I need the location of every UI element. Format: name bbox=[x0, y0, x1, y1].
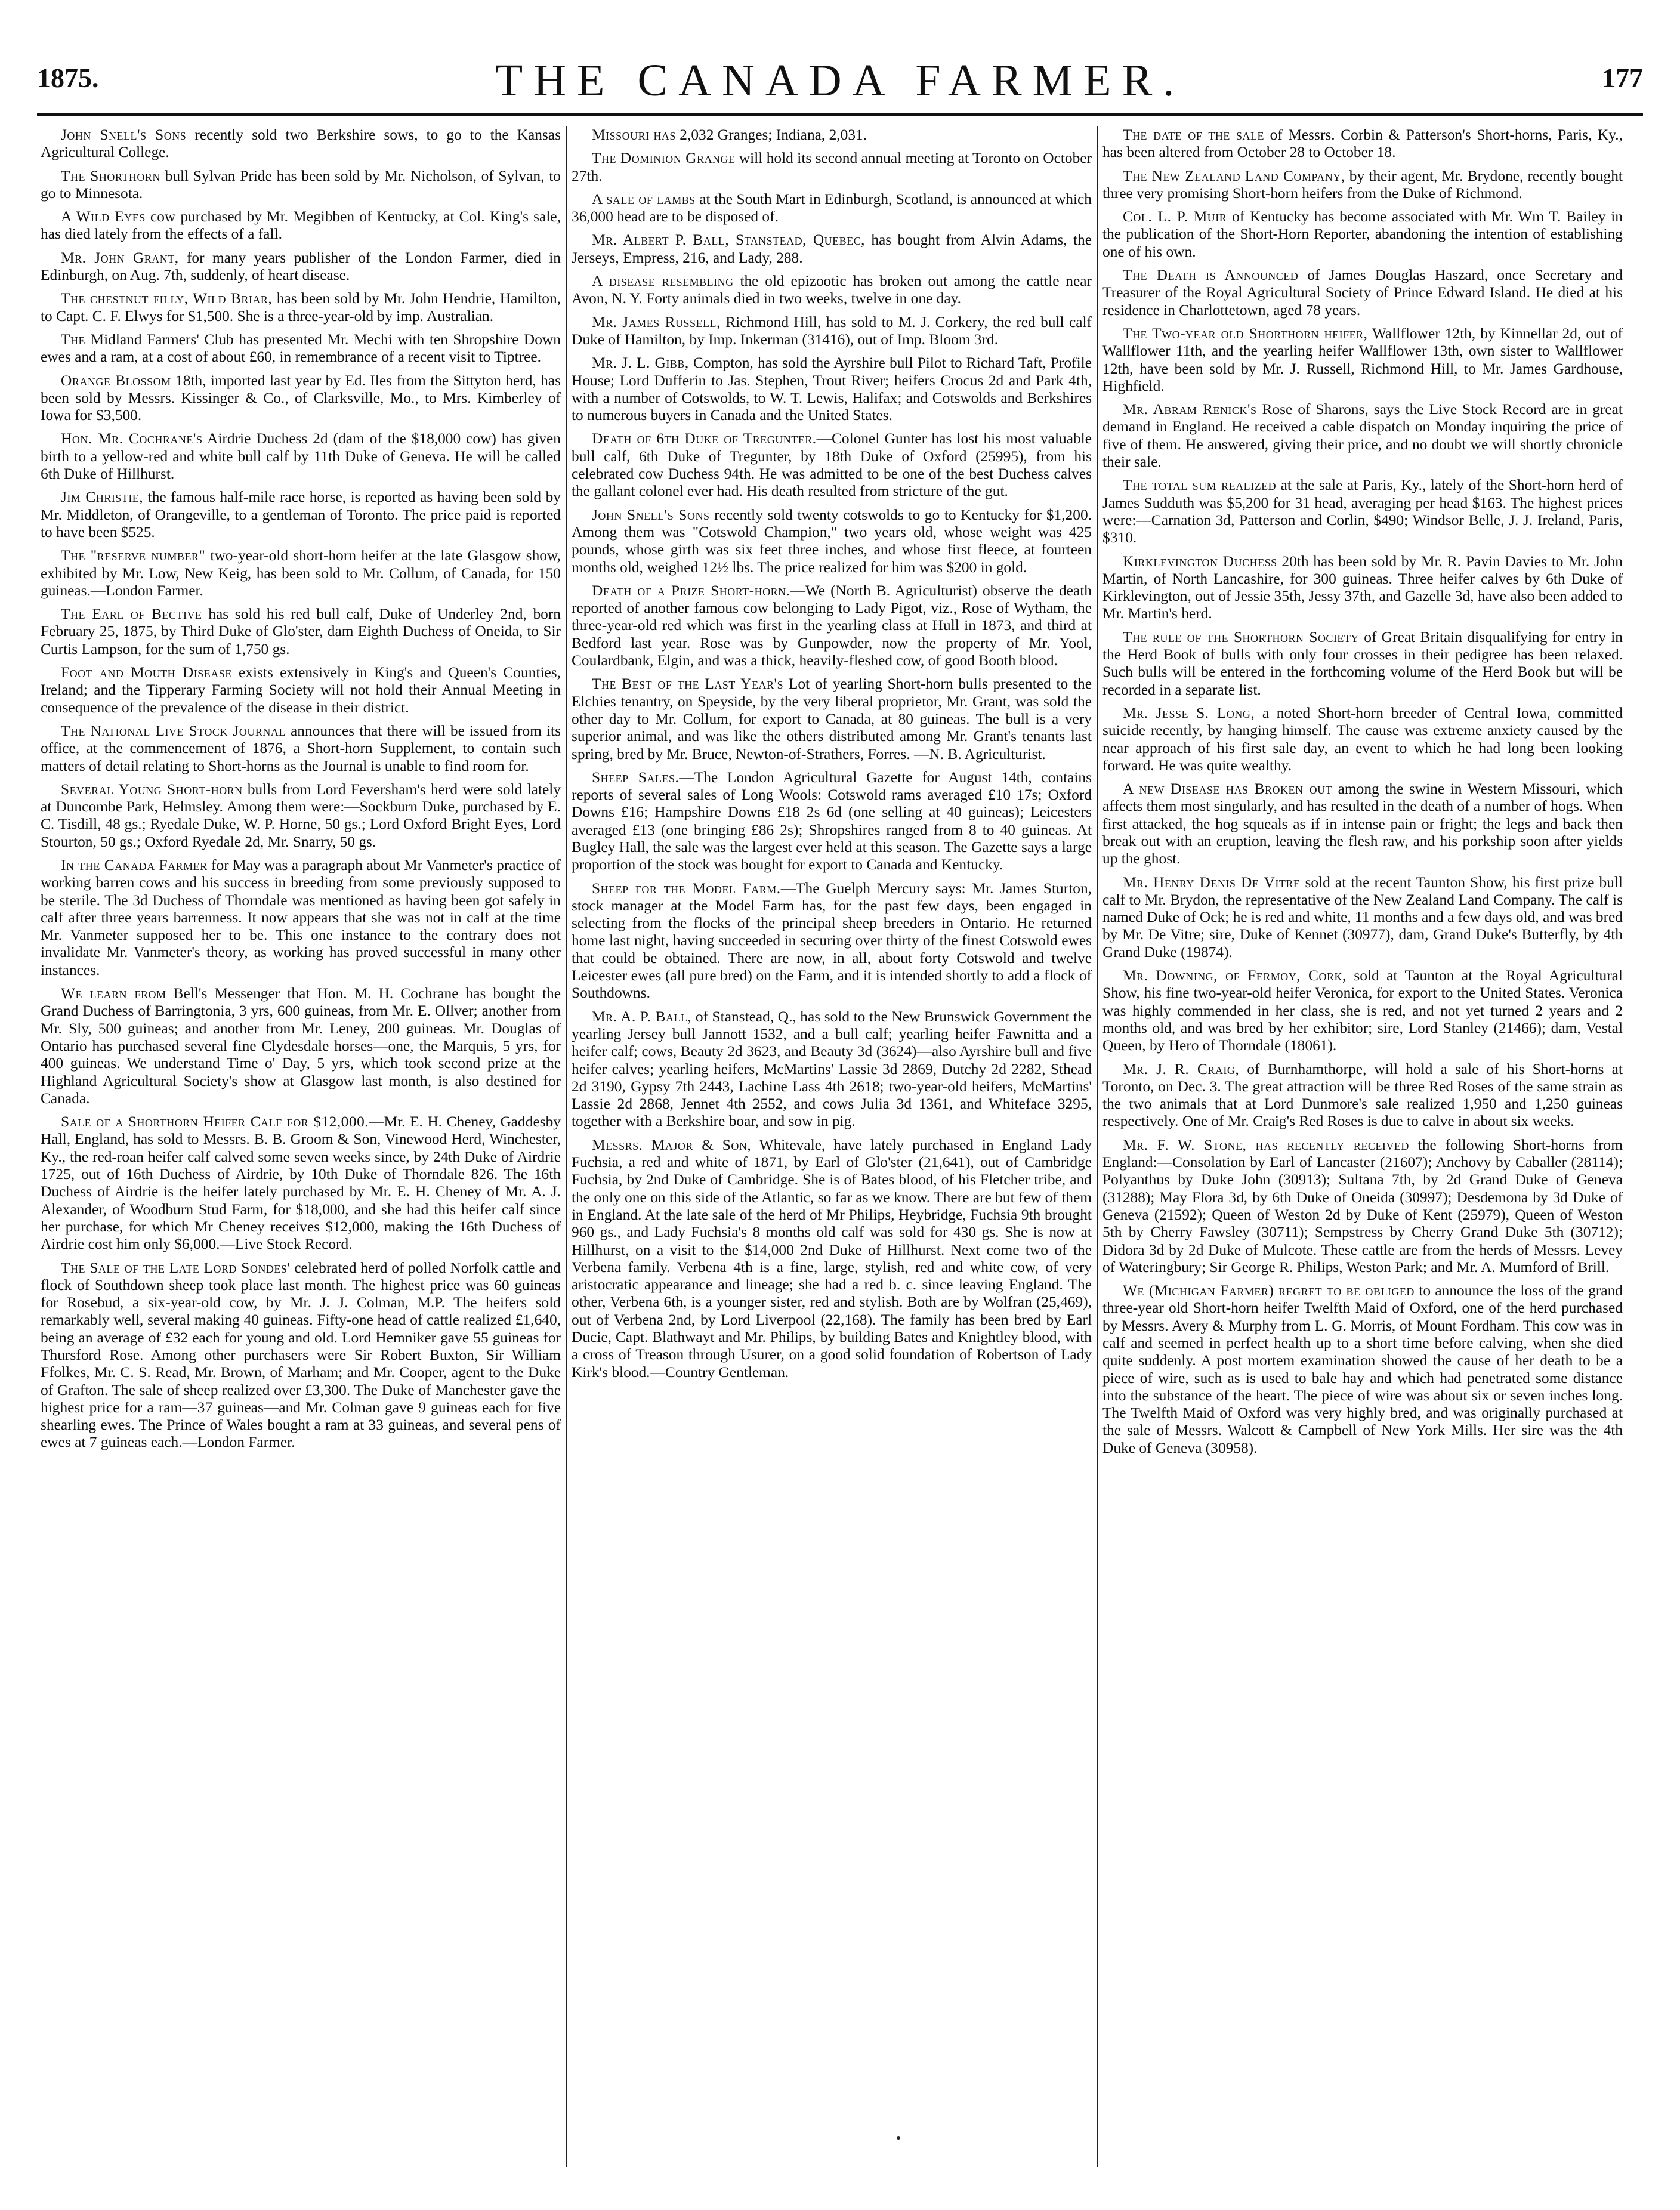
news-item-body: recently sold two Berkshire sows, to go to the Kansas Agricultural College. bbox=[41, 126, 561, 161]
news-item-body: will hold its second annual meeting at Toronto on October 27th. bbox=[572, 150, 1092, 184]
news-item-body: of Great Britain disqualifying for entry in the Herd Book of bulls with only four crosses in their pedigree has been relaxed. Such bulls will be entered in the forthcoming volume of the Herd Book but will be recorded in a separate list. bbox=[1102, 628, 1623, 698]
news-item-lead: Jim Christie, bbox=[61, 489, 144, 506]
news-item-lead: Several Young Short-horn bbox=[61, 780, 243, 798]
news-item bbox=[41, 723, 561, 775]
news-item bbox=[1102, 1282, 1623, 1457]
column-divider bbox=[1097, 126, 1098, 2167]
news-item-lead: Missouri has bbox=[592, 126, 676, 143]
news-item-body: of James Douglas Haszard, once Secretary and Treasurer of the Royal Agricultural Society of Prince Edward Island. He died at his residence in Charlottetown, aged 78 years. bbox=[1102, 267, 1623, 319]
news-item bbox=[41, 1260, 561, 1452]
news-item bbox=[1102, 126, 1623, 162]
news-item-body: 18th, imported last year by Ed. Iles from the Sittyton herd, has been sold by Messrs. Kissinger & Co., of Clarksville, Mo., to Mrs. Kimberley of Iowa for $3,500. bbox=[41, 372, 561, 424]
news-item-lead: The total sum realized bbox=[1123, 477, 1277, 494]
news-item-body: to announce the loss of the grand three-year old Short-horn heifer Twelfth Maid of Oxford, one of the herd purchased by Messrs. Avery & Murphy from L. G. Morris, of Mount Fordham. This cow was in calf and seemed in perfect health up to a short time before calving, when she died quite suddenly. A post mortem examination showed the cause of her death to be a piece of wire, such as is used to bale hay and which had penetrated some distance into the substance of the heart. The piece of wire was about six or seven inches long. The Twelfth Maid of Oxford was very highly bred, and was originally purchased at the sale of Messrs. Walcott & Campbell of New York Mills. Her sire was the 4th Duke of Geneva (30958). bbox=[1102, 1282, 1623, 1456]
news-item-body: announces that there will be issued from its office, at the commencement of 1876, a Short-horn Supplement, to contain such matters of detail relating to Short-horns as the Journal is unable to find room for. bbox=[41, 722, 561, 774]
news-item bbox=[1102, 477, 1623, 547]
news-item bbox=[41, 126, 561, 162]
news-item-body: sold at Taunton at the Royal Agricultural Show, his fine two-year-old heifer Veronica, for export to the United States. Veronica was highly commended in her class, she is red, and not yet turned 2 years and 2 months old, and was bred by her exhibitor; sire, Lord Stanley (21466); dam, Vestal Queen, by Hero of Thorndale (18061). bbox=[1102, 967, 1623, 1054]
news-item-lead: Orange Blossom bbox=[61, 372, 171, 389]
news-item-body: sold at the recent Taunton Show, his first prize bull calf to Mr. Brydon, the representative of the New Zealand Land Company. The calf is named Duke of Ock; he is red and white, 11 months and a few days old, and was bred by Mr. De Vitre; sire, Duke of Kennet (30977), dam, Grand Duke's Butterfly, by 4th Grand Duke (19874). bbox=[1102, 873, 1623, 961]
article-columns bbox=[37, 126, 1643, 2167]
news-item-lead: The New Zealand Land Company, bbox=[1123, 167, 1345, 184]
news-item-body: for many years publisher of the London Farmer, died in Edinburgh, on Aug. 7th, suddenly, of heart disease. bbox=[41, 249, 561, 284]
news-item-body: for May was a paragraph about Mr Vanmeter's practice of working barren cows and his success in breeding from some previously supposed to be sterile. The 3d Duchess of Thorndale was mentioned as having been got safely in calf after three years barrenness. It now appears that she was not in calf at the time Mr. Vanmeter supposed her to be. This one instance to the contrary does not invalidate Mr. Vanmeter's theory, as working has proved successful in many other instances. bbox=[41, 856, 561, 979]
news-item-lead: The Death is Announced bbox=[1123, 267, 1299, 284]
news-item bbox=[572, 191, 1092, 226]
news-item-lead: The National Live Stock Journal bbox=[61, 722, 286, 739]
news-item bbox=[572, 582, 1092, 669]
news-item bbox=[1102, 1137, 1623, 1276]
news-item-body: the old epizootic has broken out among the cattle near Avon, N. Y. Forty animals died in two weeks, twelve in one day. bbox=[572, 273, 1092, 307]
news-item-lead: Mr. Downing, of Fermoy, Cork, bbox=[1123, 967, 1347, 984]
news-item-lead: Foot and Mouth Disease bbox=[61, 664, 232, 681]
news-item bbox=[41, 664, 561, 717]
news-item-lead: The bbox=[61, 331, 86, 348]
news-item-body: Compton, has sold the Ayrshire bull Pilot to Richard Taft, Profile House; Lord Dufferin to Jas. Stephen, Trout River; heifers Crocus 2d and Park 4th, with a number of Cotswolds, to W. T. Lewis, Halifax; and Cotswolds and Berkshires to numerous buyers in Canada and the United States. bbox=[572, 354, 1092, 424]
news-item bbox=[41, 857, 561, 979]
news-item-body: the famous half-mile race horse, is reported as having been sold by Mr. Middleton, of Orangeville, to a gentleman of Toronto. The price paid is reported to have been $525. bbox=[41, 489, 561, 541]
news-item bbox=[41, 430, 561, 483]
news-item-lead: Mr. J. R. Craig, bbox=[1123, 1060, 1240, 1078]
news-item-lead: John Snell's Sons bbox=[61, 126, 187, 143]
news-item bbox=[1102, 780, 1623, 868]
news-item bbox=[41, 606, 561, 658]
news-item-body: Wallflower 12th, by Kinnellar 2d, out of Wallflower 11th, and the yearling heifer Wallflower 13th, own sister to Wallflower 12th, have been sold by Mr. J. Russell, Richmond Hill, to Mr. James Gardhouse, Highfield. bbox=[1102, 325, 1623, 394]
news-item bbox=[1102, 168, 1623, 203]
news-item-lead: The rule of the Shorthorn Society bbox=[1123, 628, 1359, 646]
news-item bbox=[572, 314, 1092, 349]
news-item-lead: The Sale of the Late Lord Sondes' bbox=[61, 1259, 291, 1276]
news-item-lead: Hon. Mr. Cochrane's bbox=[61, 430, 203, 447]
news-item-lead: Mr. Albert P. Ball, Stanstead, Quebec, bbox=[592, 232, 866, 249]
news-item-body: cow purchased by Mr. Megibben of Kentucky, at Col. King's sale, has died lately from the effects of a fall. bbox=[41, 208, 561, 243]
news-item bbox=[572, 126, 1092, 144]
news-item-body: celebrated herd of polled Norfolk cattle and flock of Southdown sheep took place last month. The highest price was 60 guineas for Rosebud, a six-year-old cow, by Mr. J. J. Colman, M.P. The heifers sold remarkably well, several making 40 guineas. Fifty-one head of cattle realized £1,640, being an average of £32 each for young and old. Lord Hemniker gave 55 guineas for Thursford Rose. Among other purchasers were Sir Robert Buxton, Sir William Ffolkes, Mr. C. S. Read, Mr. Brown, of Marham; and Mr. Cooper, agent to the Duke of Grafton. The sale of sheep realized over £3,300. The Duke of Manchester gave the highest price for a ram—37 guineas—and Mr. Colman gave 9 guineas each for five shearling ewes. The Prince of Wales bought a ram at 33 guineas, and several pens of ewes at 7 guineas each.—London Farmer. bbox=[41, 1259, 561, 1451]
news-item bbox=[41, 781, 561, 851]
news-item-body: by their agent, Mr. Brydone, recently bought three very promising Short-horn heifers from the Duke of Richmond. bbox=[1102, 167, 1623, 202]
news-item-body: Rose of Sharons, says the Live Stock Record are in great demand in England. He received a cable dispatch on Monday inquiring the price of five of them. He answered, giving their price, and no doubt we will shortly chronicle their sale. bbox=[1102, 401, 1623, 471]
news-item-body: at the South Mart in Edinburgh, Scotland, is announced at which 36,000 head are to be disposed of. bbox=[572, 190, 1092, 226]
news-item-lead: A sale of lambs bbox=[592, 190, 696, 208]
news-item bbox=[41, 168, 561, 203]
news-item bbox=[572, 769, 1092, 874]
news-item-body: Midland Farmers' Club has presented Mr. Mechi with ten Shropshire Down ewes and a ram, at a cost of about £60, in remembrance of a recent visit to Tiptree. bbox=[41, 331, 561, 366]
news-item-lead: The date of the sale bbox=[1123, 126, 1264, 143]
news-item-body: —Mr. E. H. Cheney, Gaddesby Hall, England, has sold to Messrs. B. B. Groom & Son, Vinewood Herd, Winchester, Ky., the red-roan heifer calf calved some seven weeks since, by 24th Duke of Airdrie 1725, out of 16th Duchess of Airdrie, by 10th Duke of Thorndale 826. The 16th Duchess of Airdrie is the heifer lately purchased by Mr. E. H. Cheney of Mr. A. J. Alexander, of Woodburn Stud Farm, for $18,000, and she had this heifer calf since her purchase, for which Mr Cheney receives $12,000, making the 16th Duchess of Airdrie cost him only $6,000.—Live Stock Record. bbox=[41, 1113, 561, 1253]
news-item-body: among the swine in Western Missouri, which affects them most singularly, and has resulted in the death of a number of hogs. When first attacked, the hog squeals as if in intense pain or fright; the legs and back then break out with an eruption, leaving the flesh raw, and his porkship soon after yields up the ghost. bbox=[1102, 780, 1623, 868]
news-item-lead: Sheep Sales. bbox=[592, 768, 680, 786]
news-item bbox=[41, 1113, 561, 1253]
news-item-lead: Messrs. Major & Son, bbox=[592, 1136, 752, 1153]
news-item bbox=[572, 675, 1092, 763]
news-item bbox=[572, 1137, 1092, 1381]
news-item-lead: The "reserve number" bbox=[61, 547, 206, 564]
news-item-body: of Messrs. Corbin & Patterson's Short-horns, Paris, Ky., has been altered from October 28 to October 18. bbox=[1102, 126, 1623, 161]
news-item-body: recently sold twenty cotswolds to go to Kentucky for $1,200. Among them was "Cotswold Champion," two years old, whose weight was 425 pounds, whose girth was six feet three inches, and whose first fleece, at fourteen months old, weighed 12½ lbs. The price realized for him was $200 in gold. bbox=[572, 506, 1092, 576]
news-item bbox=[1102, 267, 1623, 319]
news-item-body: at the sale at Paris, Ky., lately of the Short-horn herd of James Sudduth was $5,200 for 31 head, averaging per head $163. The highest prices were:—Carnation 3d, Patterson and Corlin, $490; Windsor Belle, J. J. Ireland, Paris, $310. bbox=[1102, 477, 1623, 547]
footer-ornament bbox=[897, 2136, 900, 2140]
news-item-lead: A new Disease has Broken out bbox=[1123, 780, 1333, 798]
news-item bbox=[1102, 553, 1623, 623]
news-item-lead: A disease resembling bbox=[592, 273, 734, 290]
news-item-lead: Death of a Prize Short-horn. bbox=[592, 582, 790, 599]
news-item bbox=[1102, 967, 1623, 1054]
news-item-lead: Col. L. P. Muir bbox=[1123, 208, 1227, 226]
masthead-title: THE CANADA FARMER. bbox=[495, 55, 1185, 106]
column-2 bbox=[568, 126, 1095, 2167]
news-item-lead: We learn from bbox=[61, 985, 166, 1002]
news-item bbox=[41, 249, 561, 285]
news-item-lead: Death of 6th Duke of Tregunter. bbox=[592, 430, 817, 447]
news-item-body: of Burnhamthorpe, will hold a sale of his Short-horns at Toronto, on Dec. 3. The great attraction will be three Red Roses of the same strain as the two animals that at Lord Dunmore's sale realized 1,950 and 1,250 guineas respectively. One of Mr. Craig's Red Roses is due to calve in about six weeks. bbox=[1102, 1060, 1623, 1130]
news-item bbox=[572, 880, 1092, 1002]
column-1 bbox=[37, 126, 564, 2167]
news-item bbox=[1102, 629, 1623, 699]
news-item-lead: Mr. Henry Denis De Vitre bbox=[1123, 873, 1301, 891]
news-item-body: bull Sylvan Pride has been sold by Mr. Nicholson, of Sylvan, to go to Minnesota. bbox=[41, 167, 561, 202]
news-item bbox=[1102, 325, 1623, 395]
news-item bbox=[41, 208, 561, 243]
news-item bbox=[1102, 705, 1623, 774]
news-item-lead: The chestnut filly, Wild Briar, bbox=[61, 290, 273, 307]
news-item-lead: The Earl of Bective bbox=[61, 606, 202, 623]
masthead-year: 1875. bbox=[37, 63, 99, 93]
news-item bbox=[572, 273, 1092, 308]
news-item-lead: In the Canada Farmer bbox=[61, 856, 208, 873]
news-item bbox=[41, 372, 561, 425]
news-item bbox=[572, 1008, 1092, 1131]
masthead bbox=[37, 57, 1643, 105]
news-item-lead: Mr. Abram Renick's bbox=[1123, 401, 1257, 418]
news-item-body: —We (North B. Agriculturist) observe the death reported of another famous cow belonging to Lady Pigot, viz., Rose of Wytham, the three-year-old red which was first in the yearling class at Hull in 1873, and third at Bedford last year. Rose was by Gunpowder, now the property of Mr. Yool, Coulardbank, Elgin, and was a thick, heavily-fleshed cow, of good Booth blood. bbox=[572, 582, 1092, 669]
news-item bbox=[1102, 208, 1623, 261]
news-item bbox=[572, 232, 1092, 267]
news-item-body: —Colonel Gunter has lost his most valuable bull calf, 6th Duke of Tregunter, by 18th Duke of Oxford (25995), from his celebrated cow Duchess 94th. He was admitted to be one of the best Duchess calves the gallant colonel ever had. His death resulted from stricture of the gut. bbox=[572, 430, 1092, 500]
news-item-body: —The Guelph Mercury says: Mr. James Sturton, stock manager at the Model Farm has, for the past few days, been engaged in selecting from the flocks of the principal sheep breeders in Ontario. He returned home last night, having succeeded in securing over thirty of the finest Cotswold ewes that could be obtained. There are now, in all, about forty Cotswold and twelve Leicester ewes (all pure bred) on the Farm, and it is intended shortly to add a flock of Southdowns. bbox=[572, 879, 1092, 1002]
news-item-lead: Mr. James Russell, bbox=[592, 313, 721, 331]
news-item-body: —The London Agricultural Gazette for August 14th, contains reports of several sales of Long Wools: Cotswold rams averaged £10 17s; Oxford Downs £16; Hampshire Downs £18 2s 6d (one selling at 40 guineas); Leicesters averaged £13 (one bringing £86 2s); Shropshires ranged from 8 to 40 guineas. At Bugley Hall, the sale was the largest ever held at this season. The Gazette says a large proportion of the stock was bought for export to Canada and Kentucky. bbox=[572, 768, 1092, 873]
news-item bbox=[572, 507, 1092, 576]
news-item bbox=[1102, 401, 1623, 471]
news-item-lead: Mr. A. P. Ball, bbox=[592, 1008, 692, 1025]
news-item bbox=[41, 547, 561, 600]
news-item-body: a noted Short-horn breeder of Central Iowa, committed suicide recently, by hanging himself. The cause was extreme anxiety caused by the near approach of his first sale day, an event to which he had long been looking forward. He was quite wealthy. bbox=[1102, 704, 1623, 774]
column-divider bbox=[566, 126, 567, 2167]
news-item-body: has been sold by Mr. John Hendrie, Hamilton, to Capt. C. F. Elwys for $1,500. She is a three-year-old by imp. Australian. bbox=[41, 290, 561, 325]
news-item-lead: Sheep for the Model Farm. bbox=[592, 879, 781, 897]
news-item-body: 2,032 Granges; Indiana, 2,031. bbox=[675, 126, 867, 143]
news-item-body: two-year-old short-horn heifer at the late Glasgow show, exhibited by Mr. Low, New Keig, has been sold to Mr. Collum, of Canada, for 150 guineas.—London Farmer. bbox=[41, 547, 561, 599]
news-item-lead: Mr. Jesse S. Long, bbox=[1123, 704, 1255, 721]
news-item-lead: Mr. J. L. Gibb, bbox=[592, 354, 689, 372]
news-item-lead: The Best of the Last Year's bbox=[592, 675, 784, 693]
news-item-lead: The Dominion Grange bbox=[592, 150, 736, 167]
news-item-lead: Mr. F. W. Stone, has recently received bbox=[1123, 1136, 1409, 1153]
news-item bbox=[1102, 1061, 1623, 1131]
news-item-lead: The Shorthorn bbox=[61, 167, 160, 184]
news-item-body: 20th has been sold by Mr. R. Pavin Davies to Mr. John Martin, of North Lancashire, for 300 guineas. Three heifer calves by 6th Duke of Kirklevington, out of Jessie 35th, Jessy 37th, and Gazelle 3d, have also been added to Mr. Martin's herd. bbox=[1102, 552, 1623, 622]
news-item bbox=[41, 985, 561, 1107]
news-item-lead: John Snell's Sons bbox=[592, 506, 710, 523]
news-item-body: the following Short-horns from England:—Consolation by Earl of Lancaster (21607); Anchovy by Caballer (28114); Polyanthus by Duke John (30913); Sultana 7th, by 2d Grand Duke of Geneva (31288); May Flora 3d, by 6th Duke of Oneida (30997); Desdemona by 3d Duke of Geneva (21592); Queen of Weston 2d by Duke of Kent (25979), Queen of Weston 5th by Cherry Fawsley (30711); Sempstress by Cherry Grand Duke 5th (30712); Didora 3d by 2d Duke of Mulcote. These cattle are from the herds of Messrs. Levey of Wateringbury; Sir George R. Philips, Weston Park; and Mr. A. Mumford of Brill. bbox=[1102, 1136, 1623, 1276]
news-item-body: of Stanstead, Q., has sold to the New Brunswick Government the yearling Jersey bull Jannott 1532, and a bull calf; yearling heifer Fawnitta and a heifer calf; cows, Beauty 2d 3623, and Beauty 3d (3624)—also Ayrshire bull and five heifer calves; yearling heifers, McMartins' Lassie 3d 2869, Dutchy 2d 2282, Sthead 2d 3190, Gypsy 7th 2443, Lachine Lass 4th 2618; two-year-old heifers, McMartins' Lassie 2d 2868, Jennet 4th 2552, and cows Julia 3d 1361, and Whiteface 3295, together with a Berkshire boar, and sow in pig. bbox=[572, 1008, 1092, 1130]
news-item bbox=[1102, 874, 1623, 961]
news-item-body: Lot of yearling Short-horn bulls presented to the Elchies tenantry, on Speyside, by the very liberal proprietor, Mr. Grant, was sold the other day to Mr. Collum, for export to Canada, at 80 guineas. The bull is a very superior animal, and was like the others distributed among Mr. Grant's tenants last spring, bred by Mr. Bruce, Newton-of-Strathers, Forres. —N. B. Agriculturist. bbox=[572, 675, 1092, 763]
news-item-body: has sold his red bull calf, Duke of Underley 2nd, born February 25, 1875, by Third Duke of Glo'ster, dam Eighth Duchess of Oneida, to Sir Curtis Lampson, for the sum of 1,750 gs. bbox=[41, 606, 561, 658]
news-item-lead: Sale of a Shorthorn Heifer Calf for $12,000. bbox=[61, 1113, 369, 1131]
news-item-body: bulls from Lord Feversham's herd were sold lately at Duncombe Park, Helmsley. Among them were:—Sockburn Duke, purchased by E. C. Tisdill, 48 gs.; Ryedale Duke, W. P. Horne, 50 gs.; Lord Oxford Bright Eyes, Lord Stourton, 50 gs.; Oxford Ryedale 2d, Mr. Snarry, 50 gs. bbox=[41, 780, 561, 850]
news-item-lead: We (Michigan Farmer) regret to be obliged bbox=[1123, 1282, 1415, 1300]
news-item bbox=[572, 150, 1092, 185]
news-item-lead: Mr. John Grant, bbox=[61, 249, 179, 266]
news-item bbox=[572, 430, 1092, 500]
news-item-lead: The Two-year old Shorthorn heifer, bbox=[1123, 325, 1368, 342]
column-3 bbox=[1099, 126, 1626, 2167]
news-item-body: of Kentucky has become associated with Mr. Wm T. Bailey in the publication of the Short-Horn Reporter, abandoning the intention of establishing one of his own. bbox=[1102, 208, 1623, 260]
news-item-lead: Kirklevington Duchess bbox=[1123, 552, 1277, 570]
news-item bbox=[41, 290, 561, 325]
news-item-body: Richmond Hill, has sold to M. J. Corkery, the red bull calf Duke of Hamilton, by Imp. Inkerman (31416), out of Imp. Bloom 3rd. bbox=[572, 313, 1092, 348]
news-item bbox=[41, 489, 561, 541]
news-item bbox=[572, 354, 1092, 424]
page-number: 177 bbox=[1602, 63, 1643, 93]
news-item-body: Bell's Messenger that Hon. M. H. Cochrane has bought the Grand Duchess of Barringtonia, 3 yrs, 600 guineas, from Mr. E. Ollver; another from Mr. Sly, 500 guineas; and another from Mr. Leney, 200 guineas. Mr. Douglas of Ontario has purchased several fine Clydesdale horses—one, the Marquis, 5 yrs, for 400 guineas. We understand Time o' Day, 5 yrs, which took second prize at the Highland Agricultural Society's show at Glasgow last month, is also destined for Canada. bbox=[41, 985, 561, 1107]
news-item-body: has bought from Alvin Adams, the Jerseys, Empress, 216, and Lady, 288. bbox=[572, 232, 1092, 266]
news-item-body: Airdrie Duchess 2d (dam of the $18,000 cow) has given birth to a yellow-red and white bull calf by 11th Duke of Geneva. He will be called 6th Duke of Hillhurst. bbox=[41, 430, 561, 483]
header-rule bbox=[37, 113, 1643, 116]
news-item bbox=[41, 331, 561, 366]
news-item-body: Whitevale, have lately purchased in England Lady Fuchsia, a red and white of 1871, by Earl of Glo'ster (21,641), out of Cambridge Fuchsia, by 2nd Duke of Cambridge. She is of Bates blood, of his Fletcher tribe, and the only one on this side of the Atlantic, so far as we know. There are but few of them in England. At the late sale of the herd of Mr Philips, Heybridge, Fuchsia 9th brought 960 gs., and Lady Fuchsia's 8 months old calf was sold for 430 gs. She is now at Hillhurst, on a visit to the $14,000 2nd Duke of Hillhurst. Next come two of the Verbena family. Verbena 4th is a fine, large, stylish, red and white cow, of very aristocratic appearance and lineage; she had a red b. c. since leaving England. The other, Verbena 6th, is a younger sister, red and stylish. Both are by Wolfran (25,469), out of Verbena 2nd, by Lord Liverpool (22,168). The family has been bred by Earl Ducie, Capt. Blathwayt and Mr. Philips, by building Bates and Knightley blood, with a cross of Treason through Usurer, on a good solid foundation of Robertson of Lady Kirk's blood.—Country Gentleman. bbox=[572, 1136, 1092, 1381]
news-item-body: exists extensively in King's and Queen's Counties, Ireland; and the Tipperary Farming Society will not hold their Annual Meeting in consequence of the prevalence of the disease in their district. bbox=[41, 664, 561, 716]
news-item-lead: A Wild Eyes bbox=[61, 208, 146, 226]
